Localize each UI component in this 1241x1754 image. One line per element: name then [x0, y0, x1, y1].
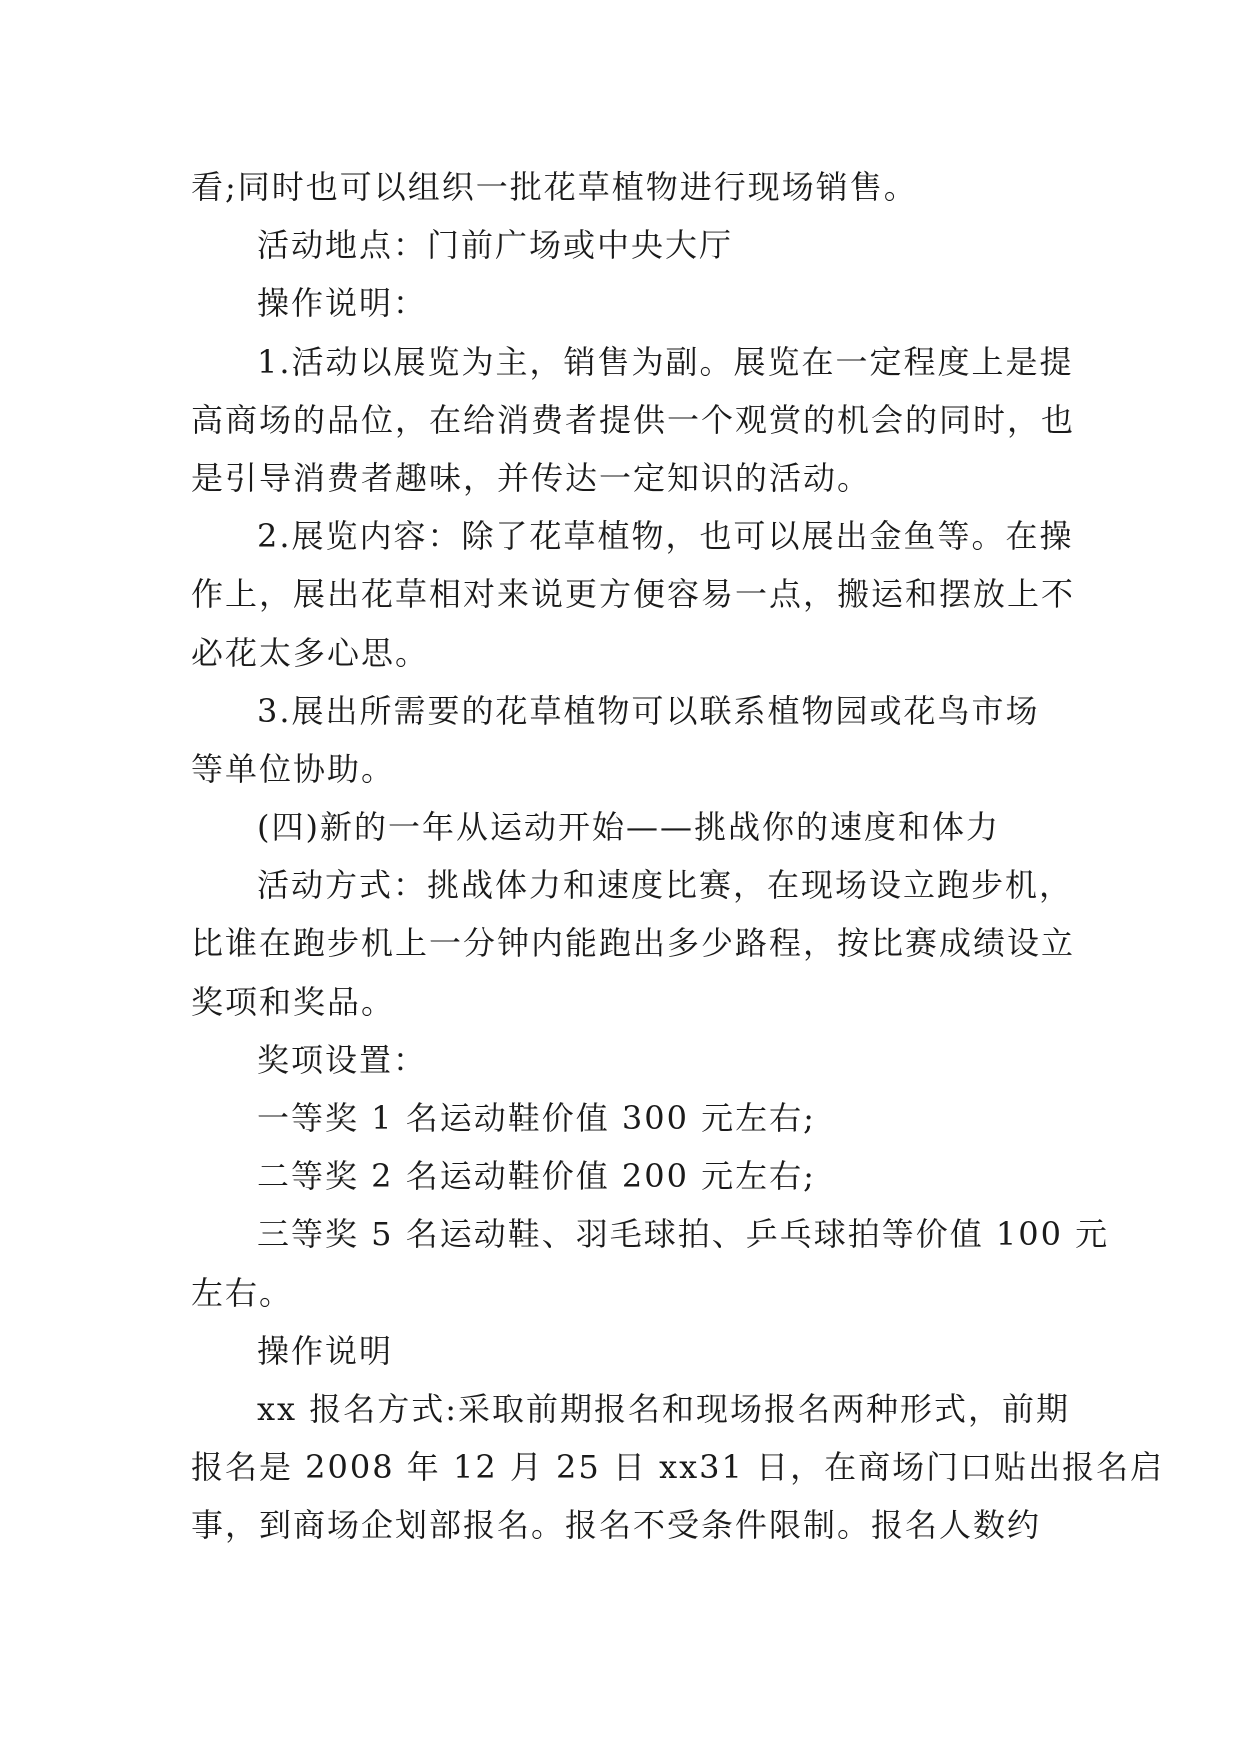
text-line: 报名是 2008 年 12 月 25 日 xx31 日，在商场门口贴出报名启 — [191, 1448, 1165, 1487]
text-line: 是引导消费者趣味，并传达一定知识的活动。 — [191, 458, 872, 497]
section-heading: 操作说明： — [257, 284, 428, 323]
text-line: 作上，展出花草相对来说更方便容易一点，搬运和摆放上不 — [191, 575, 1076, 614]
text-line: xx 报名方式:采取前期报名和现场报名两种形式，前期 — [257, 1389, 1071, 1428]
text-line: 活动方式：挑战体力和速度比赛，在现场设立跑步机， — [257, 866, 1074, 905]
text-line: 2.展览内容：除了花草植物，也可以展出金鱼等。在操 — [257, 517, 1074, 556]
text-line: 必花太多心思。 — [191, 633, 430, 672]
text-line: 一等奖 1 名运动鞋价值 300 元左右; — [257, 1099, 816, 1137]
text-line: 等单位协助。 — [191, 749, 396, 788]
text-line: 3.展出所需要的花草植物可以联系植物园或花鸟市场 — [257, 691, 1040, 730]
section-heading: 操作说明 — [257, 1331, 394, 1370]
text-line: 左右。 — [191, 1273, 294, 1312]
section-heading: (四)新的一年从运动开始——挑战你的速度和体力 — [257, 808, 1000, 847]
text-line: 看;同时也可以组织一批花草植物进行现场销售。 — [191, 168, 918, 206]
document-page — [191, 158, 1165, 1555]
text-line: 高商场的品位，在给消费者提供一个观赏的机会的同时，也 — [191, 400, 1076, 439]
text-line: 三等奖 5 名运动鞋、羽毛球拍、乒乓球拍等价值 100 元 — [257, 1215, 1110, 1254]
text-line: 1.活动以展览为主，销售为副。展览在一定程度上是提 — [257, 342, 1074, 381]
text-line: 事，到商场企划部报名。报名不受条件限制。报名人数约 — [191, 1506, 1042, 1545]
text-line: 活动地点：门前广场或中央大厅 — [257, 226, 734, 265]
section-heading: 奖项设置： — [257, 1040, 428, 1079]
text-line: 比谁在跑步机上一分钟内能跑出多少路程，按比赛成绩设立 — [191, 924, 1076, 963]
text-line: 奖项和奖品。 — [191, 982, 396, 1021]
text-line: 二等奖 2 名运动鞋价值 200 元左右; — [257, 1157, 816, 1196]
